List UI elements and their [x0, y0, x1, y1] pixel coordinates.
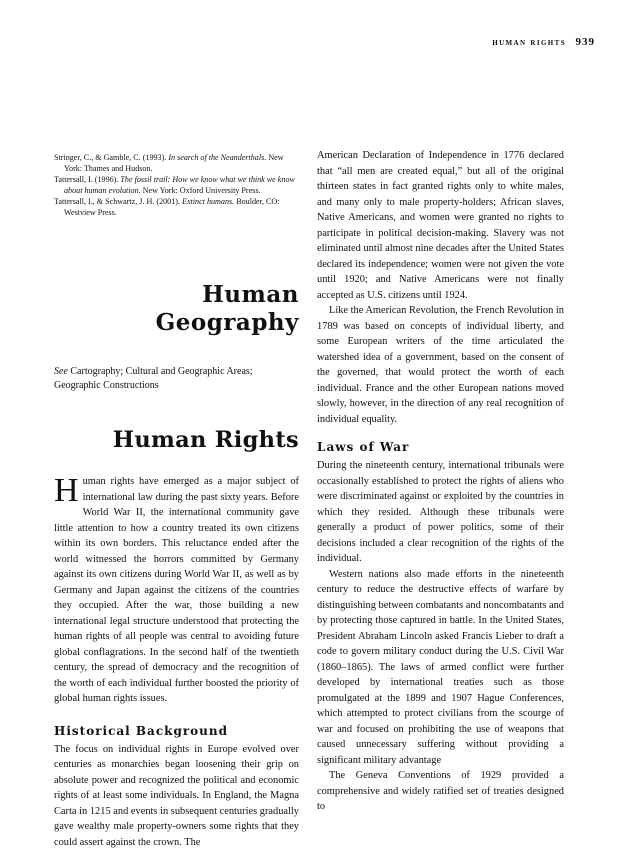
cross-reference: See Cartography; Cultural and Geographic Areas; Geographic Constructions: [54, 365, 299, 393]
body-paragraph-continued: American Declaration of Independence in 1776 declared that “all men are created equal,” but all of the original thirteen states in fact granted rights only to white males, and many only to male property-holders; African slaves, Native Americans, and women were granted no rights to participate in political decision-making. Slavery was not eliminated until almost nine decades after the United States declared its independence; women were not given the vote until 1920; and Native Americans were not finally accepted as U.S. citizens until 1924.: [317, 148, 564, 303]
body-paragraph: The Geneva Conventions of 1929 provided a comprehensive and widely ratified set of treaties designed to: [317, 768, 564, 815]
reference-list: [54, 152, 299, 218]
reference-item: Stringer, C., & Gamble, C. (1993). In search of the Neanderthals. New York: Thames and Hudson.: [54, 152, 299, 174]
body-paragraph: During the nineteenth century, international tribunals were occasionally established to protect the rights of aliens who were discriminated against or exploited by the countries in which they resided. Although these tribunals were generally a product of power politics, some of their decisions included a clear recognition of the rights of the individual.: [317, 458, 564, 567]
section-heading-laws-of-war: Laws of War: [317, 439, 564, 455]
page-number: 939: [576, 36, 596, 48]
right-column: [317, 148, 564, 815]
reference-item: Tattersall, I. (1996). The fossil trail: How we know what we think we know about human evolution. New York: Oxford University Press.: [54, 174, 299, 196]
reference-item: Tattersall, I., & Schwartz, J. H. (2001). Extinct humans. Boulder, CO: Westview Press.: [54, 196, 299, 218]
entry-heading-human-rights: Human Rights: [54, 426, 299, 454]
body-paragraph: The focus on individual rights in Europe evolved over centuries as monarchies began loosening their grip on absolute power and recognized the political and economic rights of at least some individuals. In England, the Magna Carta in 1215 and events in subsequent centuries gradually gave wealthy male property-owners some rights that they could assert against the crown. The: [54, 742, 299, 850]
entry-heading-human-geography: Human Geography: [54, 281, 299, 337]
section-heading-historical-background: Historical Background: [54, 723, 299, 739]
drop-cap: H: [54, 476, 79, 506]
body-paragraph: Like the American Revolution, the French Revolution in 1789 was based on concepts of individual liberty, and some European writers of the time articulated the watershed idea of a government, based on the consent of the governed, that would protect the worth of each individual. France and the other European nations moved slowly, however, in the direction of any real recognition of individual equality.: [317, 303, 564, 427]
running-head: [0, 36, 595, 48]
running-head-title: human rights: [492, 37, 566, 48]
left-column: [54, 152, 299, 850]
intro-paragraph: Human rights have emerged as a major subject of international law during the past sixty years. Before World War II, the international community gave little attention to how a country treated its own citizens within its own borders. This reluctance ended after the world witnessed the horrors committed by Germany against its own citizens during World War II, as well as by Germany and Japan against the citizens of the countries they occupied. After the war, those building a new international legal structure understood that protecting the human rights of all people was central to avoiding future global conflagrations. In the second half of the twentieth century, the spread of democracy and the recognition of the worth of each individual further boosted the priority of global human rights issues.: [54, 474, 299, 707]
body-paragraph: Western nations also made efforts in the nineteenth century to reduce the destructive effects of warfare by distinguishing between combatants and noncombatants and by protecting those captured in battle. In the United States, President Abraham Lincoln asked Francis Lieber to draft a code to govern military conduct during the U.S. Civil War (1860–1865). The laws of armed conflict were further developed by international treaties such as those promulgated at the 1899 and 1907 Hague Conferences, which attempted to protect civilians from the scourge of war and focused on prohibiting the use of weapons that caused unnecessary suffering without providing a significant military advantage: [317, 567, 564, 769]
